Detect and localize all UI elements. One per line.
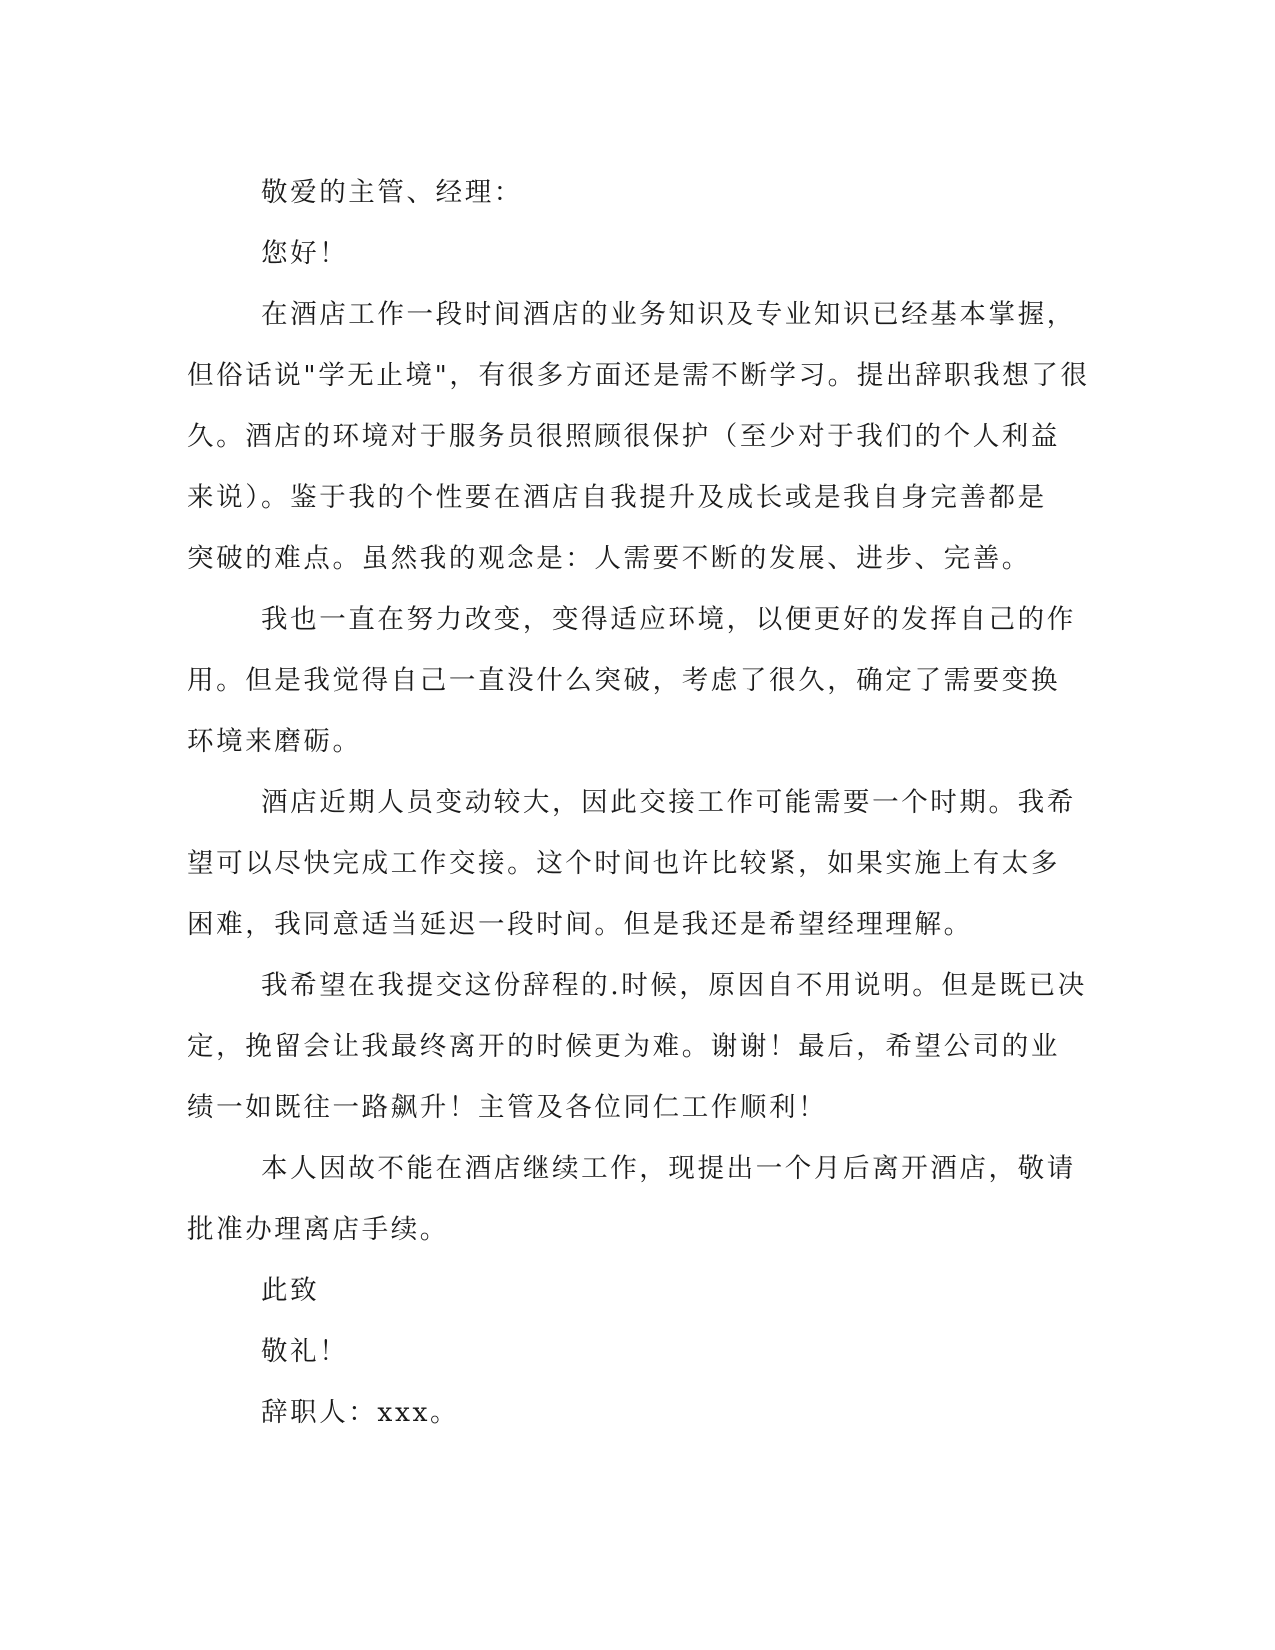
paragraph-line: 环境来磨砺。 xyxy=(187,726,362,757)
paragraph-line: 在酒店工作一段时间酒店的业务知识及专业知识已经基本掌握， xyxy=(261,299,1076,330)
closing-salute: 敬礼！ xyxy=(261,1336,349,1367)
resignation-letter xyxy=(187,162,1090,1443)
paragraph-4 xyxy=(187,955,1087,1138)
paragraph-line: 来说）。鉴于我的个性要在酒店自我提升及成长或是我自身完善都是 xyxy=(187,482,1047,513)
paragraph-2 xyxy=(187,589,1077,772)
paragraph-line: 批准办理离店手续。 xyxy=(187,1214,449,1245)
signature: 辞职人：xxx。 xyxy=(261,1397,460,1428)
closing-regards: 此致 xyxy=(261,1275,320,1306)
paragraph-line: 定，挽留会让我最终离开的时候更为难。谢谢！最后，希望公司的业 xyxy=(187,1031,1060,1062)
paragraph-line: 本人因故不能在酒店继续工作，现提出一个月后离开酒店，敬请 xyxy=(261,1153,1076,1184)
salutation: 敬爱的主管、经理： xyxy=(261,177,523,208)
paragraph-line: 我也一直在努力改变，变得适应环境，以便更好的发挥自己的作 xyxy=(261,604,1076,635)
paragraph-line: 困难，我同意适当延迟一段时间。但是我还是希望经理理解。 xyxy=(187,909,973,940)
paragraph-line: 久。酒店的环境对于服务员很照顾很保护（至少对于我们的个人利益 xyxy=(187,421,1060,452)
paragraph-line: 酒店近期人员变动较大，因此交接工作可能需要一个时期。我希 xyxy=(261,787,1076,818)
paragraph-line: 望可以尽快完成工作交接。这个时间也许比较紧，如果实施上有太多 xyxy=(187,848,1060,879)
greeting: 您好！ xyxy=(261,238,349,269)
paragraph-5 xyxy=(187,1138,1077,1260)
paragraph-line: 用。但是我觉得自己一直没什么突破，考虑了很久，确定了需要变换 xyxy=(187,665,1060,696)
paragraph-line: 绩一如既往一路飙升！主管及各位同仁工作顺利！ xyxy=(187,1092,828,1123)
paragraph-line: 我希望在我提交这份辞程的.时候，原因自不用说明。但是既已决 xyxy=(261,970,1087,1001)
paragraph-1 xyxy=(187,284,1090,589)
paragraph-3 xyxy=(187,772,1077,955)
paragraph-line: 突破的难点。虽然我的观念是：人需要不断的发展、进步、完善。 xyxy=(187,543,1031,574)
paragraph-line: 但俗话说"学无止境"，有很多方面还是需不断学习。提出辞职我想了很 xyxy=(187,360,1090,391)
